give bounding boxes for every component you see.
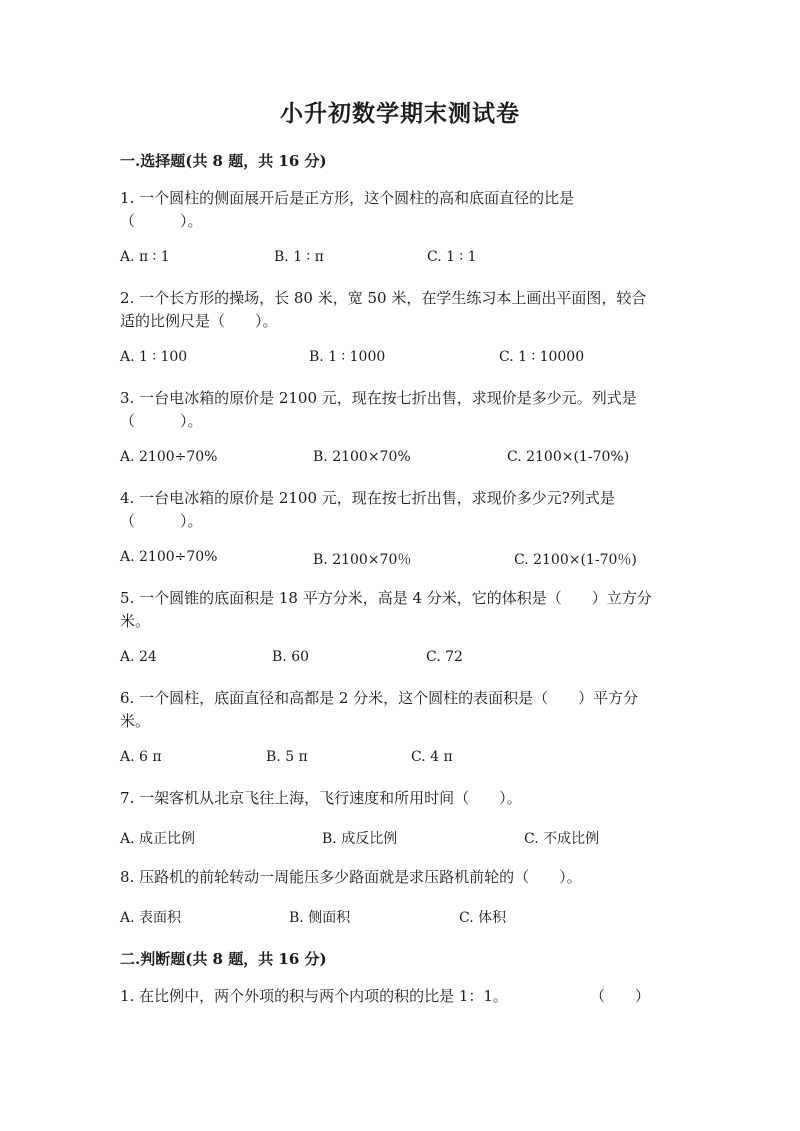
- question-6: [120, 687, 680, 733]
- judge-question-1-answer-blank[interactable]: （ ）: [590, 987, 651, 1005]
- question-1: [120, 187, 680, 233]
- section-heading-choice: 一.选择题(共 8 题，共 16 分): [120, 152, 327, 170]
- question-3-line2: （ ）。: [120, 412, 203, 430]
- question-1-line2: （ ）。: [120, 212, 203, 230]
- question-4-option-b[interactable]: B. 2100×70％: [313, 552, 412, 568]
- question-5-line1: 5. 一个圆锥的底面积是 18 平方分米，高是 4 分米，它的体积是（ ）立方分: [120, 589, 652, 607]
- question-1-option-b[interactable]: B. 1 ∶ π: [274, 249, 324, 265]
- question-5: [120, 587, 680, 633]
- question-4-options: [120, 549, 720, 571]
- question-5-line2: 米。: [120, 612, 151, 630]
- question-5-options: [120, 649, 720, 671]
- question-6-line2: 米。: [120, 712, 151, 730]
- judge-question-1: 1. 在比例中，两个外项的积与两个内项的积的比是 1：1。: [120, 987, 508, 1005]
- question-2-option-b[interactable]: B. 1 ∶ 1000: [309, 349, 386, 365]
- question-1-options: [120, 249, 720, 271]
- question-8-options: [120, 907, 720, 929]
- question-3: [120, 387, 680, 433]
- question-4-option-a[interactable]: A. 2100÷70%: [120, 549, 218, 565]
- question-2: [120, 287, 680, 333]
- question-2-line2: 适的比例尺是（ ）。: [120, 312, 278, 330]
- question-3-option-a[interactable]: A. 2100÷70%: [120, 449, 218, 465]
- question-7: [120, 787, 680, 810]
- question-5-option-a[interactable]: A. 24: [120, 649, 157, 665]
- question-5-option-c[interactable]: C. 72: [426, 649, 463, 665]
- question-5-option-b[interactable]: B. 60: [272, 649, 310, 665]
- question-7-option-c[interactable]: C. 不成比例: [524, 831, 600, 847]
- question-2-options: [120, 349, 720, 371]
- question-8-option-c[interactable]: C. 体积: [459, 910, 507, 926]
- question-8-option-a[interactable]: A. 表面积: [120, 910, 182, 926]
- question-6-line1: 6. 一个圆柱，底面直径和高都是 2 分米，这个圆柱的表面积是（ ）平方分: [120, 689, 639, 707]
- question-8-line1: 8. 压路机的前轮转动一周能压多少路面就是求压路机前轮的（ ）。: [120, 868, 582, 886]
- question-4-line2: （ ）。: [120, 512, 203, 530]
- question-8: [120, 866, 680, 889]
- question-2-option-c[interactable]: C. 1 ∶ 10000: [499, 349, 585, 365]
- question-3-line1: 3. 一台电冰箱的原价是 2100 元，现在按七折出售，求现价是多少元。列式是: [120, 389, 637, 407]
- question-4-line1: 4. 一台电冰箱的原价是 2100 元，现在按七折出售，求现价多少元?列式是: [120, 489, 615, 507]
- question-8-option-b[interactable]: B. 侧面积: [289, 910, 351, 926]
- question-1-option-a[interactable]: A. π ∶ 1: [120, 249, 170, 265]
- question-1-option-c[interactable]: C. 1 ∶ 1: [427, 249, 477, 265]
- question-6-option-a[interactable]: A. 6 π: [120, 749, 162, 765]
- question-1-line1: 1. 一个圆柱的侧面展开后是正方形，这个圆柱的高和底面直径的比是: [120, 189, 575, 207]
- question-2-option-a[interactable]: A. 1 ∶ 100: [120, 349, 188, 365]
- question-3-options: [120, 449, 720, 471]
- question-6-options: [120, 749, 720, 771]
- question-6-option-c[interactable]: C. 4 π: [411, 749, 453, 765]
- exam-title: 小升初数学期末测试卷: [280, 100, 520, 127]
- question-7-options: [120, 828, 720, 850]
- question-3-option-b[interactable]: B. 2100×70%: [313, 449, 411, 465]
- question-4-option-c[interactable]: C. 2100×(1-70％): [514, 552, 637, 568]
- question-4: [120, 487, 680, 533]
- question-3-option-c[interactable]: C. 2100×(1-70%): [507, 449, 630, 465]
- question-2-line1: 2. 一个长方形的操场，长 80 米，宽 50 米，在学生练习本上画出平面图，较合: [120, 289, 647, 307]
- section-heading-judge: 二.判断题(共 8 题，共 16 分): [120, 950, 327, 968]
- question-7-option-b[interactable]: B. 成反比例: [322, 831, 398, 847]
- question-6-option-b[interactable]: B. 5 π: [266, 749, 308, 765]
- question-7-line1: 7. 一架客机从北京飞往上海，飞行速度和所用时间（ ）。: [120, 789, 522, 807]
- question-7-option-a[interactable]: A. 成正比例: [120, 831, 196, 847]
